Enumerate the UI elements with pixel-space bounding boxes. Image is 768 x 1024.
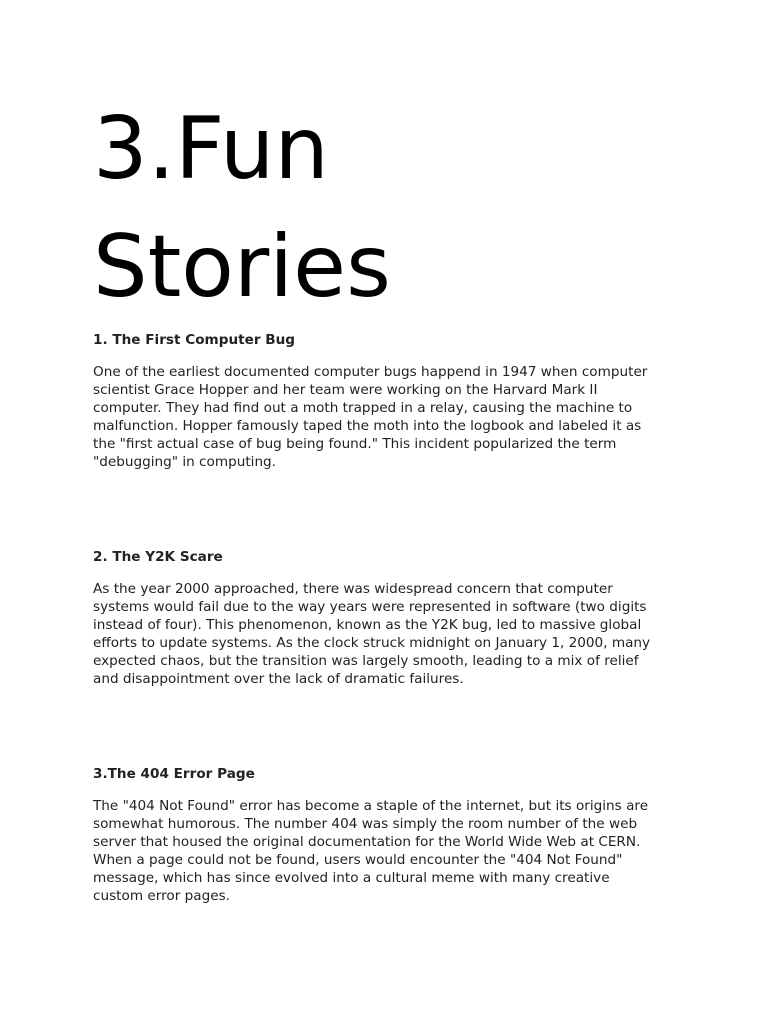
page-title-line-1: 3.Fun	[93, 99, 329, 199]
story-body-y2k-scare	[93, 580, 693, 688]
story-line: "debugging" in computing.	[93, 454, 277, 470]
story-line: and disappointment over the lack of dramatic failures.	[93, 671, 464, 687]
story-line: somewhat humorous. The number 404 was simply the room number of the web	[93, 816, 638, 832]
story-line: malfunction. Hopper famously taped the moth into the logbook and labeled it as	[93, 418, 642, 434]
story-line: As the year 2000 approached, there was widespread concern that computer	[93, 581, 613, 597]
story-line: custom error pages.	[93, 888, 230, 904]
story-line: When a page could not be found, users would encounter the "404 Not Found"	[93, 852, 623, 868]
story-line: expected chaos, but the transition was largely smooth, leading to a mix of relief	[93, 653, 639, 669]
story-line: message, which has since evolved into a cultural meme with many creative	[93, 870, 610, 886]
story-line: efforts to update systems. As the clock struck midnight on January 1, 2000, many	[93, 635, 651, 651]
story-heading-first-computer-bug: 1. The First Computer Bug	[93, 332, 296, 348]
story-line: instead of four). This phenomenon, known as the Y2K bug, led to massive global	[93, 617, 642, 633]
story-line: One of the earliest documented computer bugs happend in 1947 when computer	[93, 364, 648, 380]
story-body-404-error-page	[93, 797, 693, 905]
story-line: scientist Grace Hopper and her team were working on the Harvard Mark II	[93, 382, 598, 398]
story-line: systems would fail due to the way years were represented in software (two digits	[93, 599, 647, 615]
story-heading-y2k-scare: 2. The Y2K Scare	[93, 549, 223, 565]
story-line: the "first actual case of bug being found." This incident popularized the term	[93, 436, 617, 452]
story-heading-404-error-page: 3.The 404 Error Page	[93, 766, 255, 782]
story-line: server that housed the original documentation for the World Wide Web at CERN.	[93, 834, 641, 850]
page-title-line-2: Stories	[93, 217, 391, 317]
story-body-first-computer-bug	[93, 363, 693, 471]
story-line: computer. They had find out a moth trapped in a relay, causing the machine to	[93, 400, 633, 416]
story-line: The "404 Not Found" error has become a staple of the internet, but its origins are	[93, 798, 649, 814]
page-title	[93, 90, 693, 326]
